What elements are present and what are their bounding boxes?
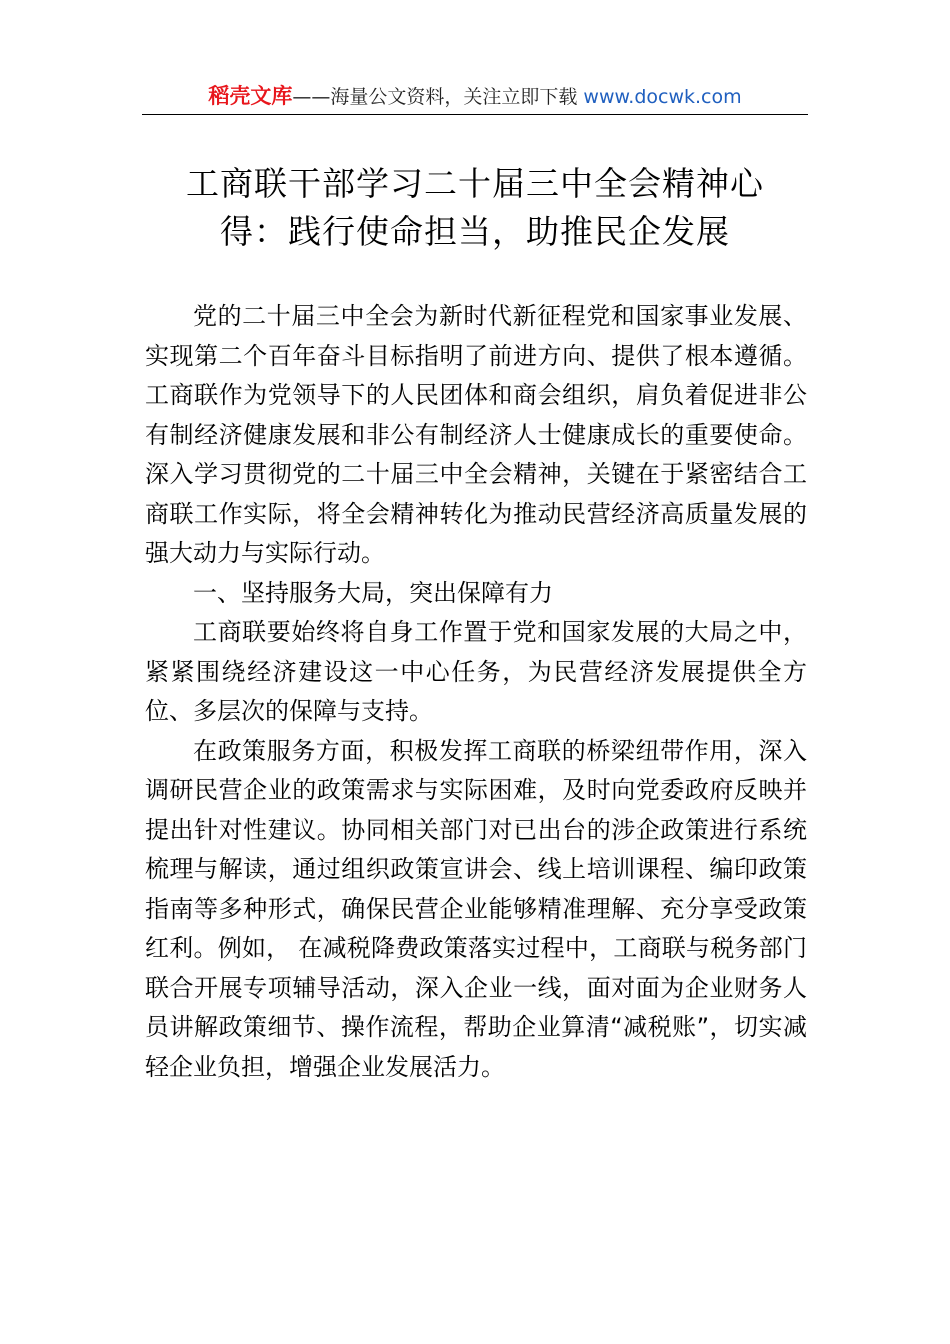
header-divider bbox=[142, 114, 808, 115]
page-header bbox=[0, 82, 950, 111]
document-body bbox=[145, 297, 807, 1087]
title-line-2: 得：践行使命担当，助推民企发展 bbox=[220, 212, 730, 251]
title-line-1: 工商联干部学习二十届三中全会精神心 bbox=[186, 164, 764, 203]
site-url-link[interactable]: www.docwk.com bbox=[583, 86, 742, 108]
document-title bbox=[142, 160, 808, 256]
section-heading-1: 一、坚持服务大局，突出保障有力 bbox=[193, 578, 553, 607]
paragraph-intro: 党的二十届三中全会为新时代新征程党和国家事业发展、实现第二个百年奋斗目标指明了前进方向、提供了根本遵循。工商联作为党领导下的人民团体和商会组织，肩负着促进非公有制经济健康发展和非公有制经济人士健康成长的重要使命。深入学习贯彻党的二十届三中全会精神，关键在于紧密结合工商联工作实际，将全会精神转化为推动民营经济高质量发展的强大动力与实际行动。 bbox=[145, 302, 807, 567]
brand-name: 稻壳文库 bbox=[208, 84, 293, 108]
paragraph-policy: 在政策服务方面，积极发挥工商联的桥梁纽带作用，深入调研民营企业的政策需求与实际困难，及时向党委政府反映并提出针对性建议。协同相关部门对已出台的涉企政策进行系统梳理与解读，通过组织政策宣讲会、线上培训课程、编印政策指南等多种形式，确保民营企业能够精准理解、充分享受政策红利。例如， 在减税降费政策落实过程中，工商联与税务部门联合开展专项辅导活动，深入企业一线，面对面为企业财务人员讲解政策细节、操作流程，帮助企业算清“减税账”，切实减轻企业负担，增强企业发展活力。 bbox=[145, 736, 807, 1081]
header-tagline: ——海量公文资料，关注立即下载 bbox=[292, 86, 584, 108]
paragraph-service: 工商联要始终将自身工作置于党和国家发展的大局之中，紧紧围绕经济建设这一中心任务，为民营经济发展提供全方位、多层次的保障与支持。 bbox=[145, 618, 807, 725]
